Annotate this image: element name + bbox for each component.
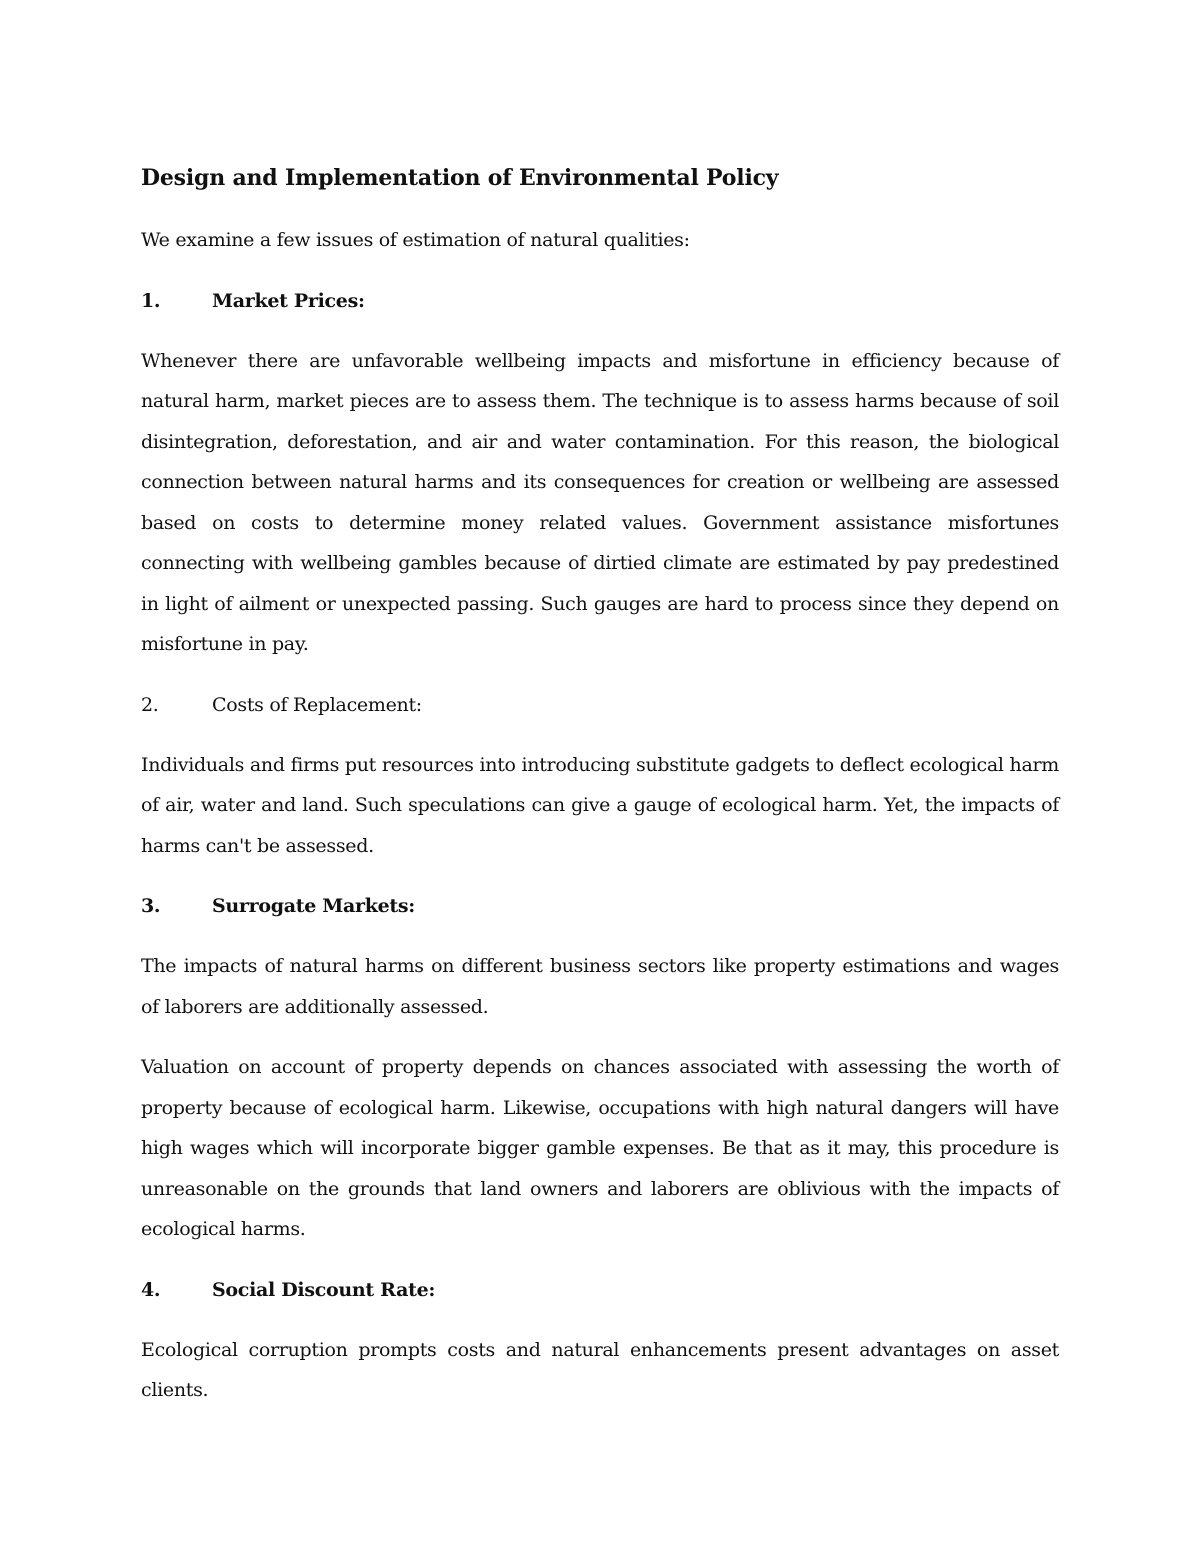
document-title: Design and Implementation of Environmental Policy (141, 165, 779, 191)
section-paragraph: Ecological corruption prompts costs and natural enhancements present advantages on asset clients. (141, 1338, 1059, 1401)
section-number: 3. (141, 895, 161, 917)
section-number: 1. (141, 289, 161, 312)
section-title: Costs of Replacement: (212, 693, 422, 716)
section-title: Surrogate Markets: (212, 895, 415, 917)
section-title: Market Prices: (212, 289, 365, 312)
section-heading-social-discount-rate (141, 1270, 1059, 1310)
section-heading-surrogate-markets (141, 886, 1059, 926)
section-paragraph: Individuals and firms put resources into introducing substitute gadgets to deflect ecological harm of air, water and land. Such speculations can give a gauge of ecological harm. Yet, the impacts of harms can't be assessed. (141, 753, 1059, 857)
section-paragraph: Valuation on account of property depends on chances associated with assessing the worth of property because of ecological harm. Likewise, occupations with high natural dangers will have high wages which will incorporate bigger gamble expenses. Be that as it may, this procedure is unreasonable on the grounds that land owners and laborers are oblivious with the impacts of ecological harms. (141, 1056, 1059, 1240)
section-paragraph: Whenever there are unfavorable wellbeing impacts and misfortune in efficiency because of natural harm, market pieces are to assess them. The technique is to assess harms because of soil disintegration, deforestation, and air and water contamination. For this reason, the biological connection between natural harms and its consequences for creation or wellbeing are assessed based on costs to determine money related values. Government assistance misfortunes connecting with wellbeing gambles because of dirtied climate are estimated by pay predestined in light of ailment or unexpected passing. Such gauges are hard to process since they depend on misfortune in pay. (141, 349, 1059, 655)
section-number: 2. (141, 693, 159, 716)
intro-paragraph: We examine a few issues of estimation of natural qualities: (141, 229, 690, 251)
document-body (141, 162, 1059, 1431)
section-paragraph: The impacts of natural harms on different business sectors like property estimations and wages of laborers are additionally assessed. (141, 955, 1059, 1018)
section-number: 4. (141, 1278, 161, 1301)
section-heading-market-prices (141, 281, 1059, 321)
section-title: Social Discount Rate: (212, 1278, 436, 1301)
section-heading-costs-of-replacement (141, 685, 1059, 725)
